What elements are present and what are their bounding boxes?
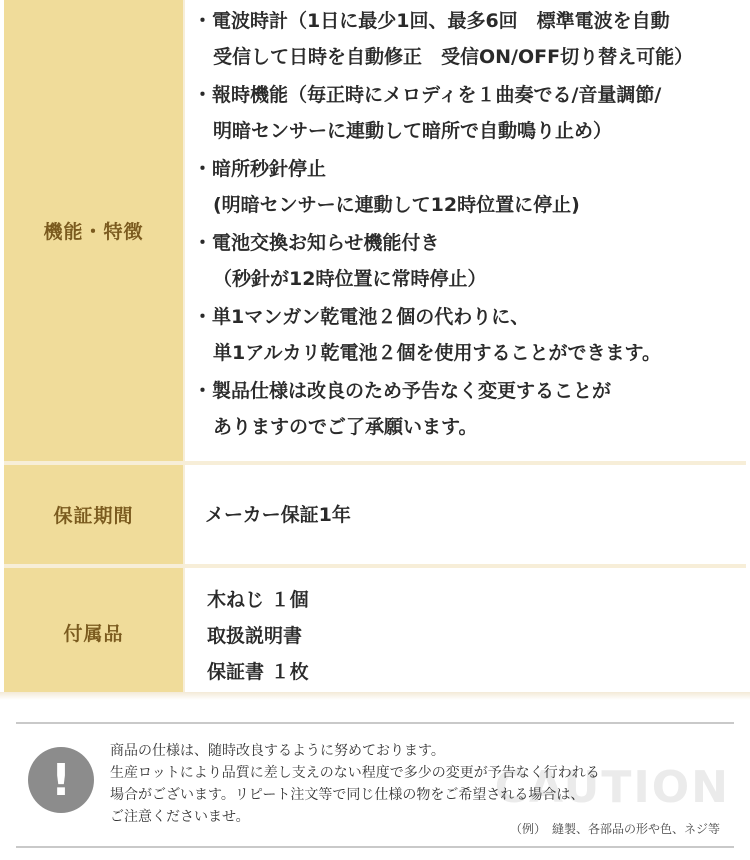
feature-item — [193, 373, 746, 445]
spec-table — [4, 0, 746, 696]
accessory-item: 取扱説明書 — [207, 625, 303, 647]
caution-watermark: CAUTION — [494, 762, 730, 813]
spec-row-accessories — [4, 568, 746, 696]
table-shadow — [0, 692, 750, 700]
feature-line: (明暗センサーに連動して12時位置に停止) — [213, 194, 580, 216]
feature-line: ・製品仕様は改良のため予告なく変更することが — [193, 380, 612, 402]
feature-line: ・暗所秒針停止 — [193, 158, 327, 180]
notice-example: （例） 縫製、各部品の形や色、ネジ等 — [509, 822, 720, 836]
features-label: 機能・特徴 — [4, 0, 183, 461]
feature-line: ・電波時計（1日に最少1回、最多6回 標準電波を自動 — [193, 10, 670, 32]
spec-row-features — [4, 0, 746, 465]
accessories-label: 付属品 — [4, 568, 183, 696]
feature-item — [193, 3, 746, 75]
feature-line: 明暗センサーに連動して暗所で自動鳴り止め） — [213, 120, 613, 142]
accessory-item: 木ねじ １個 — [207, 589, 309, 611]
feature-item — [193, 225, 746, 297]
feature-line: 受信して日時を自動修正 受信ON/OFF切り替え可能） — [213, 46, 694, 68]
feature-line: （秒針が12時位置に常時停止） — [213, 268, 487, 290]
warranty-value: メーカー保証1年 — [185, 465, 746, 564]
feature-item — [193, 77, 746, 149]
notice-line: 商品の仕様は、随時改良するように努めております。 — [110, 743, 445, 759]
caution-notice — [16, 722, 734, 848]
feature-item — [193, 151, 746, 223]
warranty-label: 保証期間 — [4, 465, 183, 564]
exclamation-icon: ! — [28, 747, 94, 813]
feature-line: ・報時機能（毎正時にメロディを１曲奏でる/音量調節/ — [193, 84, 662, 106]
feature-item — [193, 299, 746, 371]
notice-text — [110, 740, 670, 828]
feature-line: ・単1マンガン乾電池２個の代わりに、 — [193, 306, 530, 328]
notice-line: ご注意くださいませ。 — [110, 809, 250, 825]
spec-row-warranty — [4, 465, 746, 568]
feature-line: ・電池交換お知らせ機能付き — [193, 232, 440, 254]
notice-line: 生産ロットにより品質に差し支えのない程度で多少の変更が予告なく行われる — [110, 765, 600, 781]
notice-line: 場合がございます。リピート注文等で同じ仕様の物をご希望される場合は、 — [110, 787, 585, 803]
feature-line: ありますのでご了承願います。 — [213, 416, 478, 438]
feature-line: 単1アルカリ乾電池２個を使用することができます。 — [213, 342, 661, 364]
accessories-value — [185, 568, 746, 696]
features-value — [185, 0, 746, 461]
accessory-item: 保証書 １枚 — [207, 661, 309, 683]
